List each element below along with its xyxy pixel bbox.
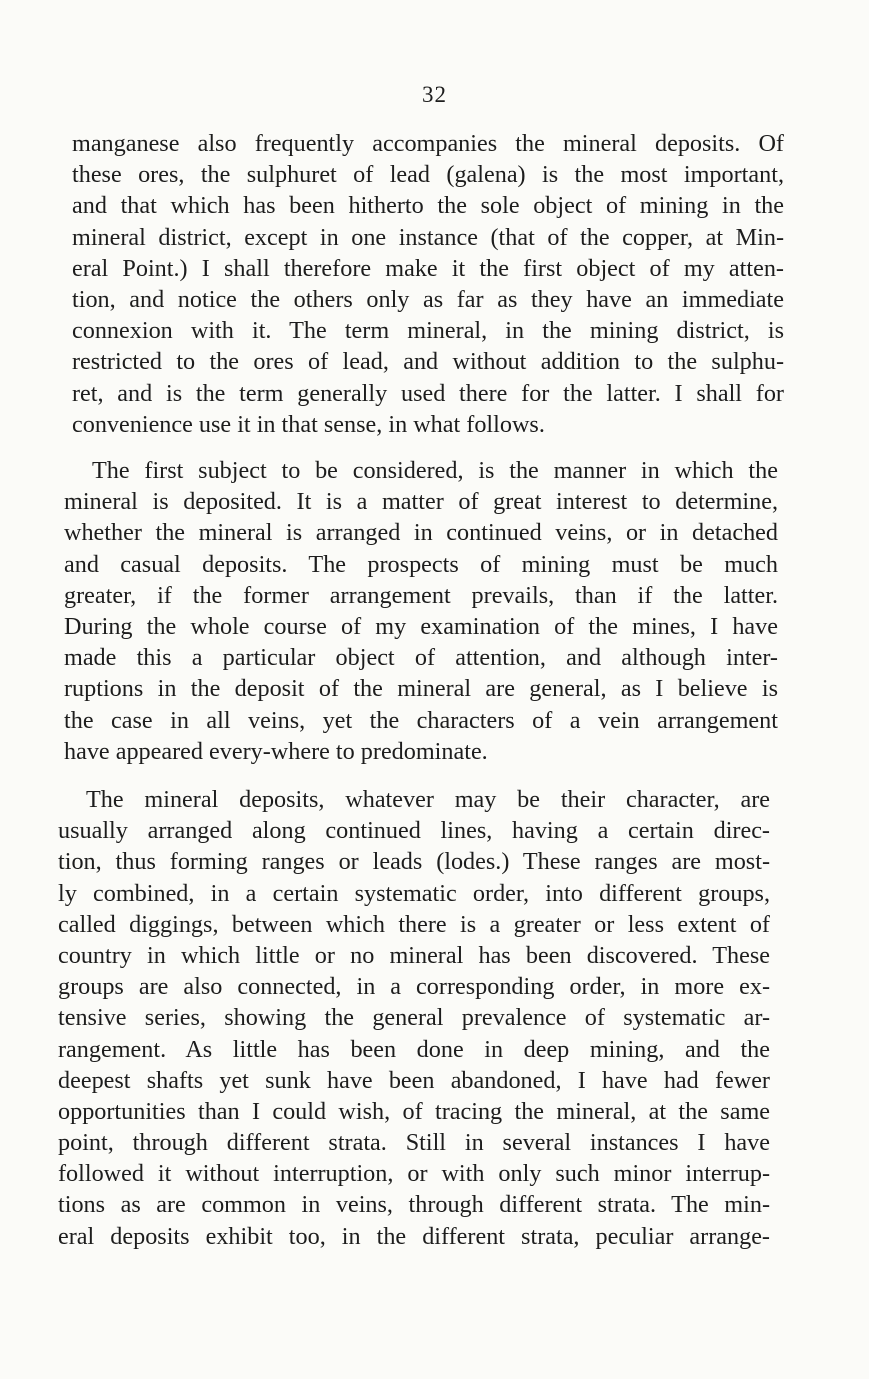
text-line: tensive series, showing the general prevalence of systematic ar- xyxy=(58,1004,770,1032)
text-line: mineral district, except in one instance (that of the copper, at Min- xyxy=(72,223,784,251)
text-line: and that which has been hitherto the sole object of mining in the xyxy=(72,192,784,220)
text-line: country in which little or no mineral has been discovered. These xyxy=(58,941,770,969)
paragraph-3 xyxy=(58,784,770,1252)
text-line: the case in all veins, yet the characters of a vein arrangement xyxy=(64,706,778,734)
text-line: eral Point.) I shall therefore make it the first object of my atten- xyxy=(72,254,784,282)
text-line: have appeared every-where to predominate. xyxy=(64,737,488,765)
text-line: called diggings, between which there is a greater or less extent of xyxy=(58,910,770,938)
text-line: these ores, the sulphuret of lead (galena) is the most important, xyxy=(72,161,784,189)
text-line: convenience use it in that sense, in what follows. xyxy=(72,410,545,438)
text-line: During the whole course of my examination of the mines, I have xyxy=(64,612,778,640)
paragraph-1 xyxy=(72,128,784,440)
text-line: The mineral deposits, whatever may be their character, are xyxy=(86,786,770,813)
text-line: connexion with it. The term mineral, in the mining district, is xyxy=(72,317,784,345)
text-line: greater, if the former arrangement prevails, than if the latter. xyxy=(64,581,778,609)
text-line: ly combined, in a certain systematic order, into different groups, xyxy=(58,879,770,907)
text-line: ret, and is the term generally used there for the latter. I shall for xyxy=(72,379,784,407)
text-line: eral deposits exhibit too, in the different strata, peculiar arrange- xyxy=(58,1222,770,1250)
text-line: ruptions in the deposit of the mineral are general, as I believe is xyxy=(64,675,778,703)
text-line: point, through different strata. Still in several instances I have xyxy=(58,1129,770,1157)
text-line: restricted to the ores of lead, and without addition to the sulphu- xyxy=(72,348,784,376)
text-line: tion, and notice the others only as far as they have an immediate xyxy=(72,285,784,313)
text-line: tions as are common in veins, through different strata. The min- xyxy=(58,1191,770,1219)
text-line: mineral is deposited. It is a matter of great interest to determine, xyxy=(64,488,778,516)
text-line: followed it without interruption, or with only such minor interrup- xyxy=(58,1160,770,1188)
text-line: rangement. As little has been done in deep mining, and the xyxy=(58,1035,770,1063)
text-line: groups are also connected, in a corresponding order, in more ex- xyxy=(58,973,770,1001)
paragraph-2 xyxy=(64,455,778,767)
text-line: and casual deposits. The prospects of mining must be much xyxy=(64,550,778,578)
text-line: whether the mineral is arranged in continued veins, or in detached xyxy=(64,519,778,547)
text-line: The first subject to be considered, is the manner in which the xyxy=(92,457,778,484)
text-line: deepest shafts yet sunk have been abandoned, I have had fewer xyxy=(58,1066,770,1094)
page-number: 32 xyxy=(422,82,447,107)
text-line: manganese also frequently accompanies the mineral deposits. Of xyxy=(72,130,784,157)
text-line: made this a particular object of attention, and although inter- xyxy=(64,644,778,672)
text-line: tion, thus forming ranges or leads (lodes.) These ranges are most- xyxy=(58,848,770,876)
text-line: opportunities than I could wish, of tracing the mineral, at the same xyxy=(58,1097,770,1125)
text-line: usually arranged along continued lines, having a certain direc- xyxy=(58,817,770,845)
